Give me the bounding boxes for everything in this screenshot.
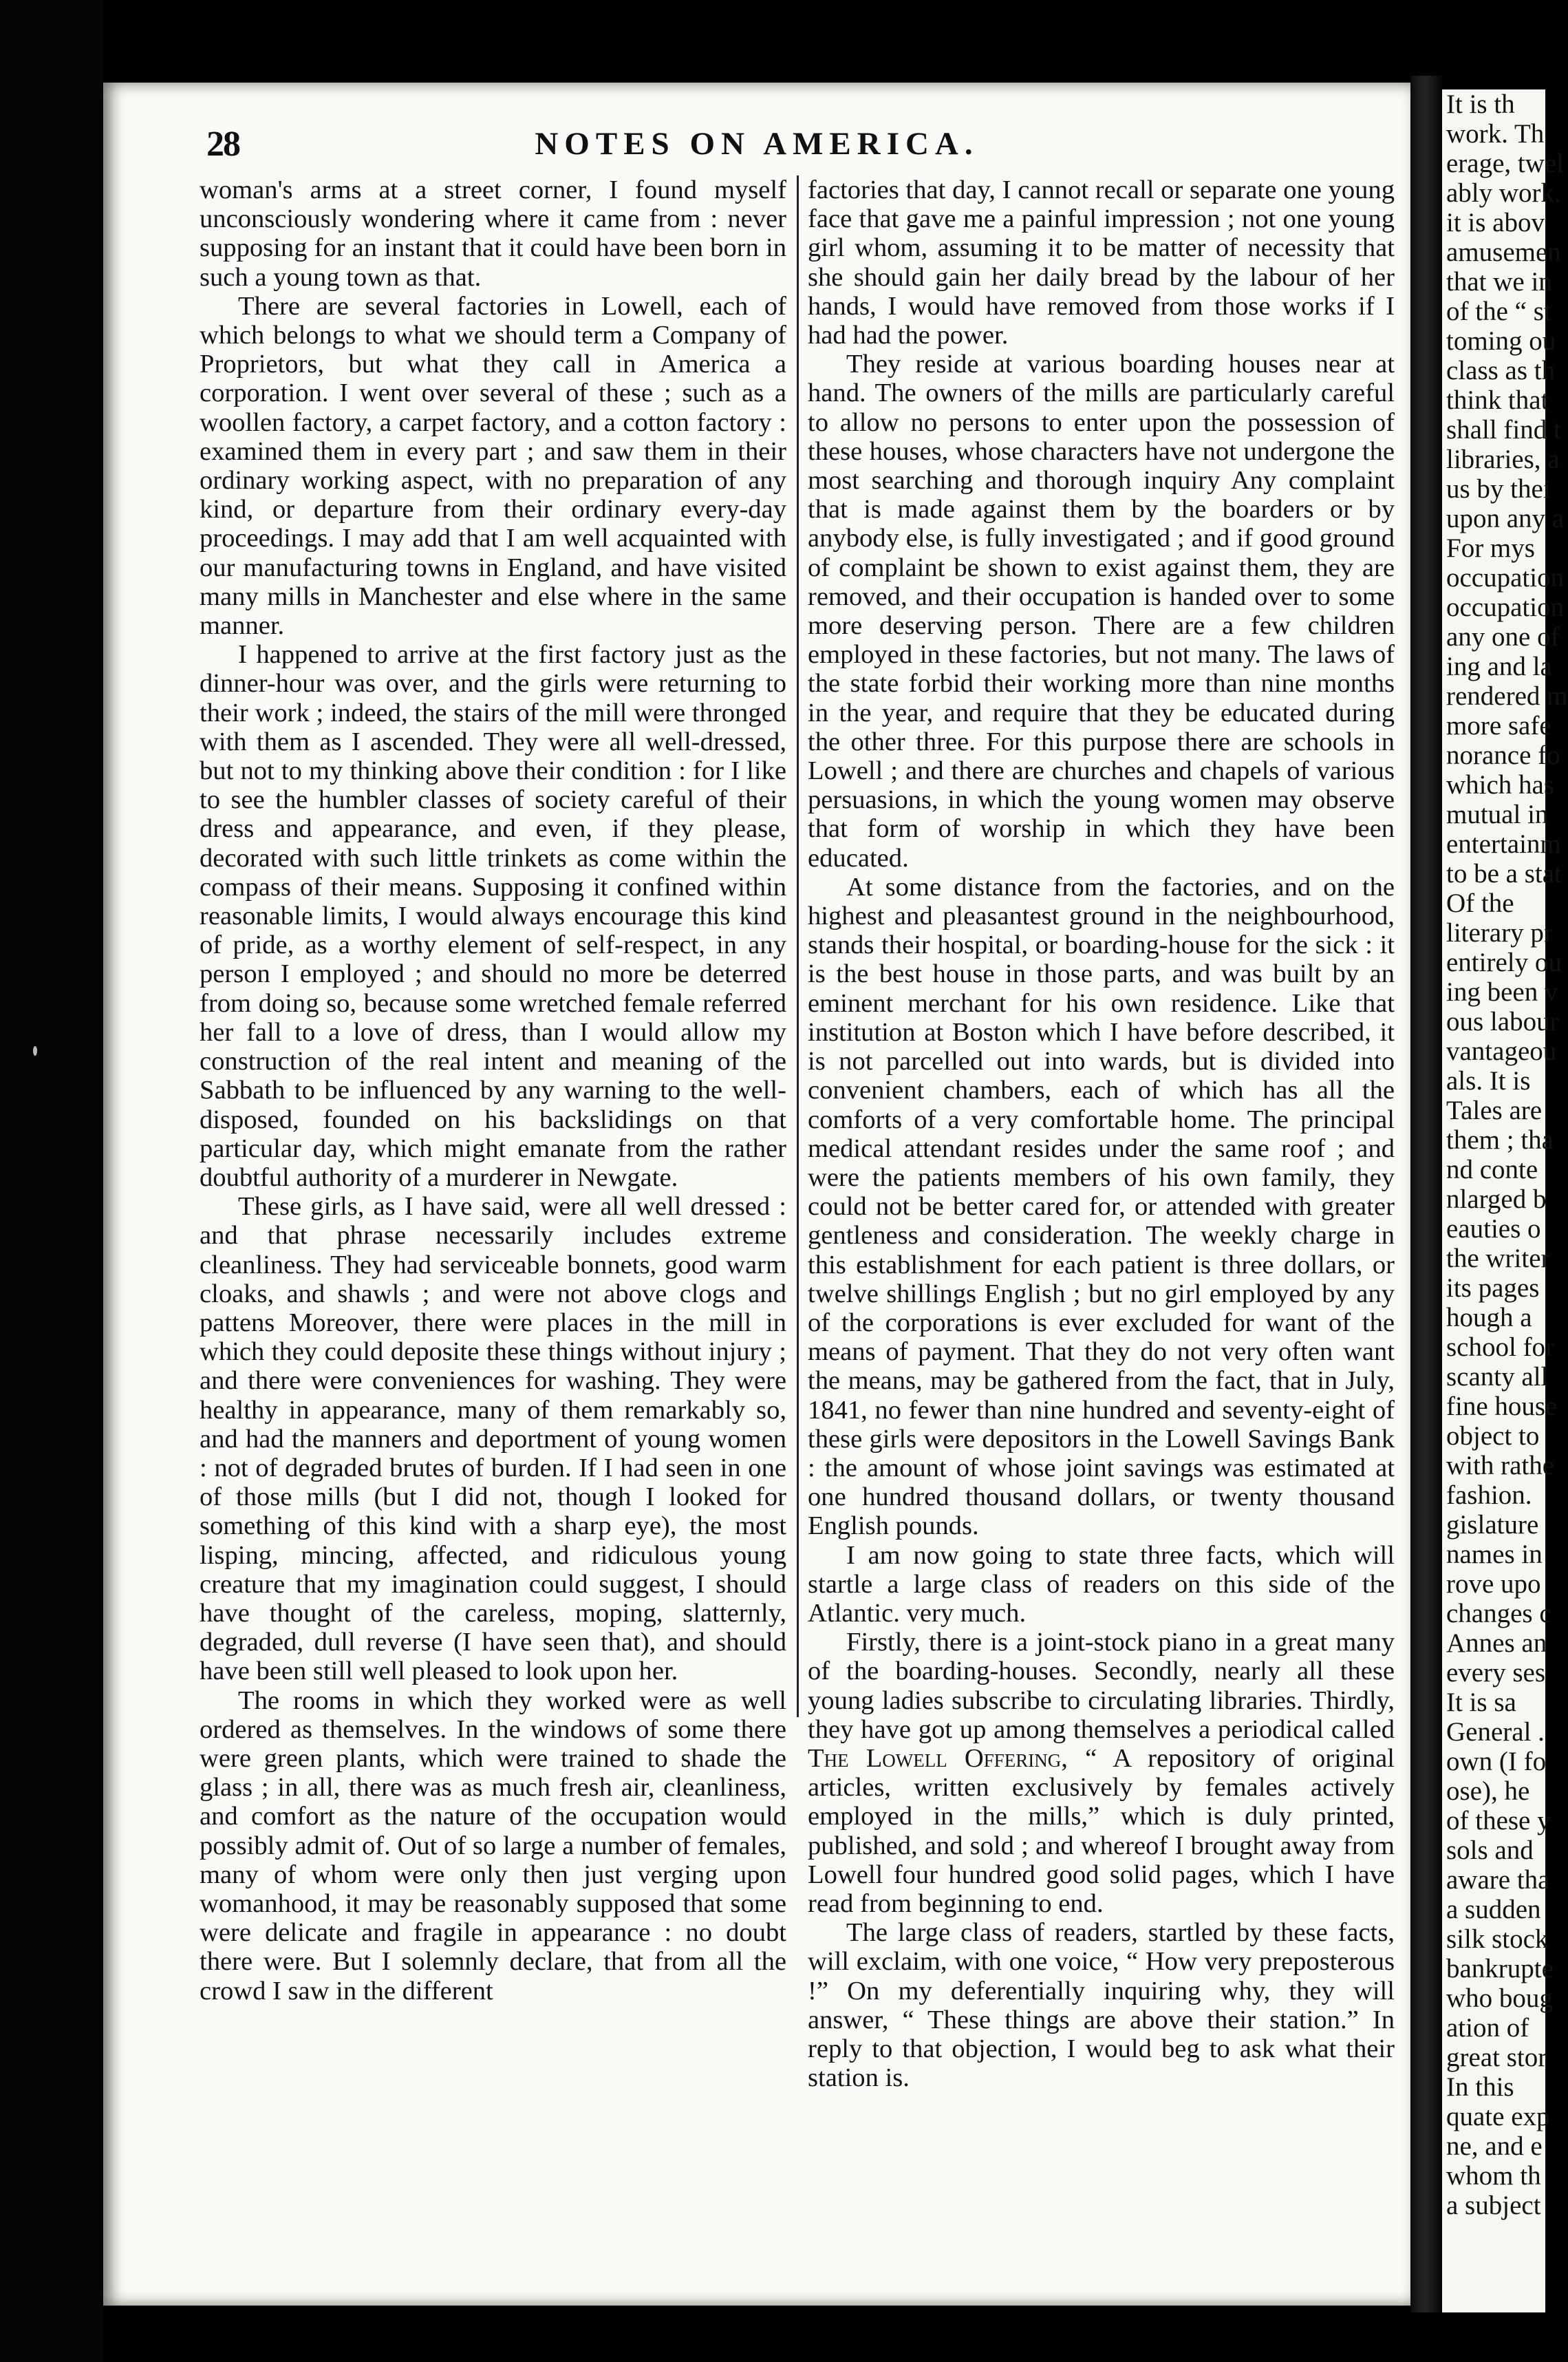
facing-page-line: literary pr (1446, 918, 1553, 948)
paragraph-text: Firstly, there is a joint-stock piano in a great many of the boarding-houses. Secondly, nearly all these young ladies subscribe to circulating libraries. Thirdly, they have got up among themselves a periodical called (808, 1628, 1395, 1744)
facing-page-line: rove upo (1446, 1569, 1541, 1599)
paragraph (808, 1628, 1395, 1918)
facing-page-line: names in (1446, 1540, 1543, 1569)
facing-page-fragment (1442, 89, 1568, 2312)
facing-page-line: ose), he (1446, 1776, 1530, 1806)
facing-page-line: a subject (1446, 2191, 1541, 2220)
facing-page-line: ably work. (1446, 178, 1561, 208)
column-rule (797, 175, 799, 1717)
facing-page-line: that we in (1446, 267, 1552, 297)
facing-page-line: For mys (1446, 533, 1535, 563)
facing-page-line: great stor (1446, 2043, 1547, 2072)
facing-page-line: quate exp (1446, 2102, 1550, 2131)
facing-page-line: Of the (1446, 889, 1514, 918)
facing-page-line: gislature (1446, 1510, 1539, 1540)
paragraph-text: “ A repository of original articles, written exclusively by females actively employed in the mills,” which is duly printed, published, and sold ; and whereof I brought away from Lowell four hundred good solid pages, which I have read from beginning to end. (808, 1743, 1395, 1918)
facing-page-line: toming ou (1446, 326, 1556, 356)
facing-page-line: it is abov (1446, 208, 1545, 237)
facing-page-line: any one of (1446, 622, 1560, 652)
paragraph: At some distance from the factories, and on the highest and pleasantest ground in the neighbourhood, stands their hospital, or boarding-house for the sick : it is the best house in those parts, and was built by an eminent merchant for his own residence. Like that institution at Boston which I have before described, it is not parcelled out into wards, but is divided into convenient chambers, each of which has all the comforts of a very comfortable home. The principal medical attendant resides under the same roof ; and were the patients members of his own family, they could not be better cared for, or attended with greater gentleness and consideration. The weekly charge in this establishment for each patient is three dollars, or twelve shillings English ; but no girl employed by any of the corporations is ever excluded for want of the means of payment. That they do not very often want the means, may be gathered from the fact, that in July, 1841, no fewer than nine hundred and seventy-eight of these girls were depositors in the Lowell Savings Bank : the amount of whose joint savings was estimated at one hundred thousand dollars, or twenty thousand English pounds. (808, 872, 1395, 1541)
facing-page-line: ing and la (1446, 652, 1552, 681)
paragraph: woman's arms at a street corner, I found myself unconsciously wondering where it came from : never supposing for an instant that it could have been born in such a young town as that. (200, 175, 786, 292)
paragraph: There are several factories in Lowell, each of which belongs to what we should term a Company of Proprietors, but what they call in America a corporation. I went over several of these ; such as a woollen factory, a carpet factory, and a cotton factory : examined them in every part ; and saw them in their ordinary working aspect, with no preparation of any kind, or departure from their ordinary every-day proceedings. I may add that I am well acquainted with our manufacturing towns in England, and have visited many mills in Manchester and else where in the same manner. (200, 291, 786, 641)
facing-page-line: amusemen (1446, 237, 1561, 267)
facing-page-line: with rathe (1446, 1451, 1555, 1480)
page-number: 28 (206, 125, 239, 164)
facing-page-line: silk stock (1446, 1924, 1549, 1954)
facing-page-line: rendered m (1446, 681, 1568, 711)
facing-page-line: changes c (1446, 1599, 1551, 1628)
facing-page-line: hough a (1446, 1303, 1532, 1332)
page-title: NOTES ON AMERICA. (535, 126, 979, 162)
facing-page-line: mutual in (1446, 800, 1549, 829)
periodical-title: The Lowell Offering, (808, 1743, 1068, 1773)
facing-page-line: scanty all (1446, 1362, 1549, 1392)
facing-page-line: nlarged b (1446, 1184, 1547, 1214)
facing-page-line: which has (1446, 770, 1555, 800)
facing-page-line: a sudden (1446, 1895, 1541, 1924)
facing-page-line: of these y (1446, 1806, 1551, 1836)
facing-page-line: ne, and e (1446, 2131, 1543, 2161)
facing-page-line: to be a stat (1446, 859, 1562, 889)
facing-page-line: fashion. (1446, 1480, 1532, 1510)
facing-page-line: entertainm (1446, 829, 1561, 859)
paragraph: The rooms in which they worked were as well ordered as themselves. In the windows of some there were green plants, which were trained to shade the glass ; in all, there was as much fresh air, cleanliness, and comfort as the nature of the occupation would possibly admit of. Out of so large a number of females, many of whom were only then just verging upon womanhood, it may be reasonably supposed that some were delicate and fragile in appearance : no doubt there were. But I solemnly declare, that from all the crowd I saw in the different (200, 1685, 786, 2005)
facing-page-line: shall find t (1446, 415, 1561, 445)
facing-page-line: vantageou (1446, 1036, 1557, 1066)
facing-page-line: ing been v (1446, 977, 1558, 1007)
facing-page-line: who boug (1446, 1983, 1553, 2013)
facing-page-line: occupation (1446, 593, 1565, 622)
facing-page-line: General . (1446, 1717, 1545, 1747)
paragraph: factories that day, I cannot recall or separate one young face that gave me a painful impression ; not one young girl whom, assuming it to be matter of necessity that she should gain her daily bread by the labour of her hands, I would have removed from those works if I had had the power. (808, 175, 1395, 350)
facing-page-line: Tales are (1446, 1096, 1543, 1125)
facing-page-line: work. Th (1446, 119, 1545, 149)
facing-page-line: libraries, a (1446, 445, 1560, 474)
facing-page-line: ation of (1446, 2013, 1529, 2043)
facing-page-line: fine house (1446, 1392, 1558, 1421)
facing-page-line: us by thei (1446, 474, 1551, 504)
facing-page-line: ous labour (1446, 1007, 1559, 1036)
facing-page-line: object to (1446, 1421, 1540, 1451)
facing-page-line: entirely ou (1446, 948, 1562, 977)
facing-page-line: It is th (1446, 89, 1515, 119)
facing-page-line: erage, twel (1446, 149, 1565, 178)
facing-page-line: It is sa (1446, 1688, 1516, 1717)
facing-page-line: Annes an (1446, 1628, 1547, 1658)
facing-page-line: bankrupte (1446, 1954, 1554, 1983)
facing-page-line: more safe (1446, 711, 1551, 741)
paragraph: The large class of readers, startled by these facts, will exclaim, with one voice, “ How very preposterous !” On my deferentially inquiring why, they will answer, “ These things are above their station.” In reply to that objection, I would beg to ask what their station is. (808, 1918, 1395, 2093)
facing-page-line: sols and (1446, 1836, 1534, 1865)
facing-page-line: aware tha (1446, 1865, 1550, 1895)
facing-page-line: them ; tha (1446, 1125, 1554, 1155)
right-column (808, 175, 1395, 2092)
facing-page-line: think that (1446, 385, 1549, 415)
facing-page-line: eauties o (1446, 1214, 1541, 1244)
facing-page-line: nd conte (1446, 1155, 1538, 1184)
facing-page-line: als. It is (1446, 1066, 1531, 1096)
scan-left-margin (0, 0, 103, 2362)
facing-page-line: norance fo (1446, 741, 1560, 770)
facing-page-line: class as th (1446, 356, 1556, 385)
facing-page-line: In this (1446, 2072, 1514, 2102)
facing-page-line: upon any a (1446, 504, 1565, 533)
paragraph: They reside at various boarding houses near at hand. The owners of the mills are particularly careful to allow no persons to enter upon the possession of these houses, whose characters have not undergone the most searching and thorough inquiry Any complaint that is made against them by the boarders or by anybody else, is fully investigated ; and if good ground of complaint be shown to exist against them, they are removed, and their occupation is handed over to some more deserving person. There are a few children employed in these factories, but not many. The laws of the state forbid their working more than nine months in the year, and require that they be educated during the other three. For this purpose there are schools in Lowell ; and there are churches and chapels of various persuasions, in which the young women may observe that form of worship in which they have been educated. (808, 350, 1395, 873)
paragraph: These girls, as I have said, were all well dressed : and that phrase necessarily includes extreme cleanliness. They had serviceable bonnets, good warm cloaks, and shawls ; and were not above clogs and pattens Moreover, there were places in the mill in which they could deposite these things without injury ; and there were conveniences for washing. They were healthy in appearance, many of them remarkably so, and had the manners and deportment of young women : not of degraded brutes of burden. If I had seen in one of those mills (but I did not, though I looked for something of this kind with a sharp eye), the most lisping, mincing, affected, and ridiculous young creature that my imagination could suggest, I should have thought of the careless, moping, slatternly, degraded, dull reverse (I have seen that), and should have been still well pleased to look upon her. (200, 1192, 786, 1686)
facing-page-line: of the “ st (1446, 297, 1551, 326)
dust-speck (33, 1046, 37, 1056)
facing-page-line: whom th (1446, 2161, 1541, 2191)
facing-page-line: every ses (1446, 1658, 1546, 1688)
book-gutter (1410, 76, 1442, 2312)
paragraph: I happened to arrive at the first factory just as the dinner-hour was over, and the girls were returning to their work ; indeed, the stairs of the mill were thronged with them as I ascended. They were all well-dressed, but not to my thinking above their condition : for I like to see the humbler classes of society careful of their dress and appearance, and even, if they please, decorated with such little trinkets as come within the compass of their means. Supposing it confined within reasonable limits, I would always encourage this kind of pride, as a worthy element of self-respect, in any person I employed ; and should no more be deterred from doing so, because some wretched female referred her fall to a love of dress, than I would allow my construction of the real intent and meaning of the Sabbath to be influenced by any warning to the well-disposed, founded on his backslidings on that particular day, which might emanate from the rather doubtful authority of a murderer in Newgate. (200, 640, 786, 1192)
facing-page-line: school for (1446, 1332, 1555, 1362)
facing-page-line: own (I fo (1446, 1747, 1547, 1776)
facing-page-line: its pages (1446, 1273, 1540, 1303)
facing-page-line: the writer (1446, 1244, 1550, 1273)
paragraph: I am now going to state three facts, which will startle a large class of readers on this side of the Atlantic. very much. (808, 1540, 1395, 1628)
left-column (200, 175, 786, 2005)
facing-page-line: occupation (1446, 563, 1565, 593)
running-head (103, 124, 1410, 165)
